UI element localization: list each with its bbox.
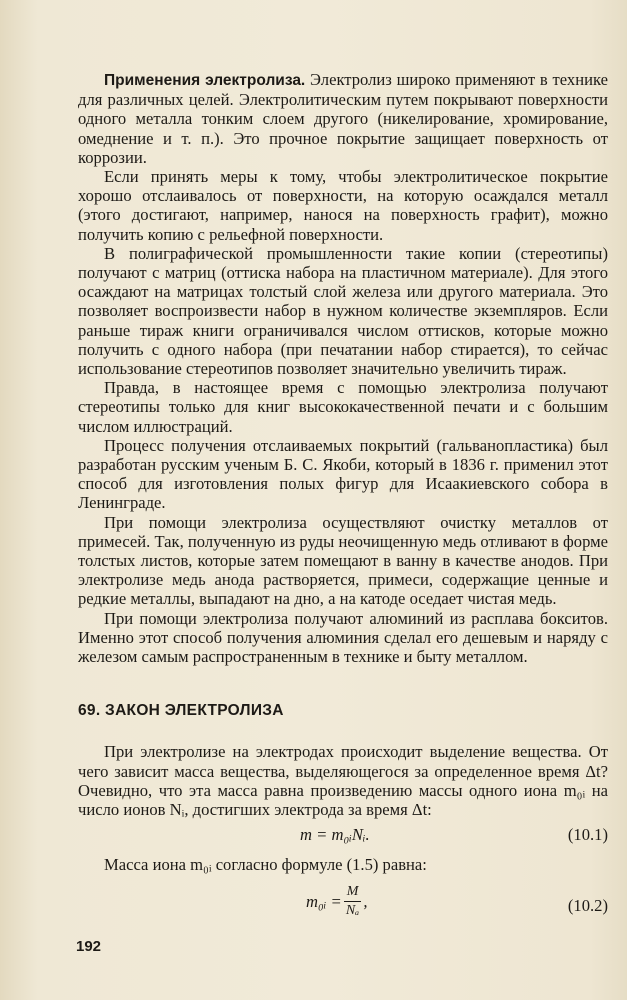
paragraph-text: Электролиз широко применяют в технике для различных целей. Электролитическим путем покрывают поверхности одного металла тонким слоем другого (никелирование, хромирование, омеднение и т. п.). Это прочное покрытие защищает поверхность от коррозии.	[78, 70, 608, 167]
paragraph-ion-mass: Масса иона m₀ᵢ согласно формуле (1.5) равна:	[104, 855, 427, 875]
formula-10-1	[78, 821, 608, 851]
section-heading: 69. ЗАКОН ЭЛЕКТРОЛИЗА	[78, 702, 284, 720]
paragraph: В полиграфической промышленности такие копии (стереотипы) получают с матриц (оттиска набора на пластичном материале). Для этого осаждают на матрицах толстый слой железа или другого материала. Это позволяет воспроизвести набор в нужном количестве экземпляров. Если раньше тираж книги ограничивался числом оттисков, которые можно получить с одного набора (при печатании набор стирается), то сейчас использование стереотипов позволяет значительно увеличить тираж.	[78, 243, 608, 379]
paragraph: При помощи электролиза осуществляют очистку металлов от примесей. Так, полученную из руды неочищенную медь отливают в форме толстых листов, которые затем помещают в ванну в качестве анодов. При электролизе медь анода растворяется, примеси, содержащие ценные и редкие металлы, выпадают на дно, а на катоде оседает чистая медь.	[78, 512, 608, 609]
paragraph: Если принять меры к тому, чтобы электролитическое покрытие хорошо отслаивалось от поверхности, на которую осаждался металл (этого достигают, например, нанося на поверхность графит), можно получить копию с рельефной поверхности.	[78, 167, 608, 244]
page-number: 192	[76, 938, 102, 955]
fraction-numerator: M	[344, 884, 362, 902]
formula-expression	[306, 884, 368, 919]
paragraph: Процесс получения отслаиваемых покрытий (гальванопластика) был разработан русским ученым Б. С. Якоби, который в 1836 г. применил этот способ для изготовления полых фигур для Исаакиевского собора в Ленинграде.	[78, 435, 608, 513]
formula-expression: m = m₀ᵢNᵢ.	[300, 825, 370, 845]
fraction-denominator: Nₐ	[345, 903, 360, 919]
page-content	[78, 70, 608, 934]
fraction	[344, 884, 362, 919]
formula-10-2	[78, 878, 608, 930]
paragraph-lead: Применения электролиза.	[104, 72, 306, 89]
section-paragraph: При электролизе на электродах происходит выделение вещества. От чего зависит масса вещества, выделяющегося за определенное время Δt? Очевидно, что эта масса равна произведению массы одного иона m₀ᵢ на число ионов Nᵢ, достигших электрода за время Δt:	[78, 742, 608, 819]
paragraph-applications	[78, 70, 608, 167]
paragraph: Правда, в настоящее время с помощью электролиза получают стереотипы только для книг высококачественной печати и с большим числом иллюстраций.	[78, 378, 608, 436]
formula-number: (10.2)	[567, 896, 608, 916]
formula-tail: ,	[363, 891, 368, 911]
formula-number: (10.1)	[567, 825, 608, 845]
formula-lhs: m₀ᵢ =	[306, 891, 342, 911]
paragraph: При помощи электролиза получают алюминий из расплава бокситов. Именно этот способ получения алюминия сделал его дешевым и наряду с железом самым распространенным в технике и быту металлом.	[78, 608, 608, 667]
